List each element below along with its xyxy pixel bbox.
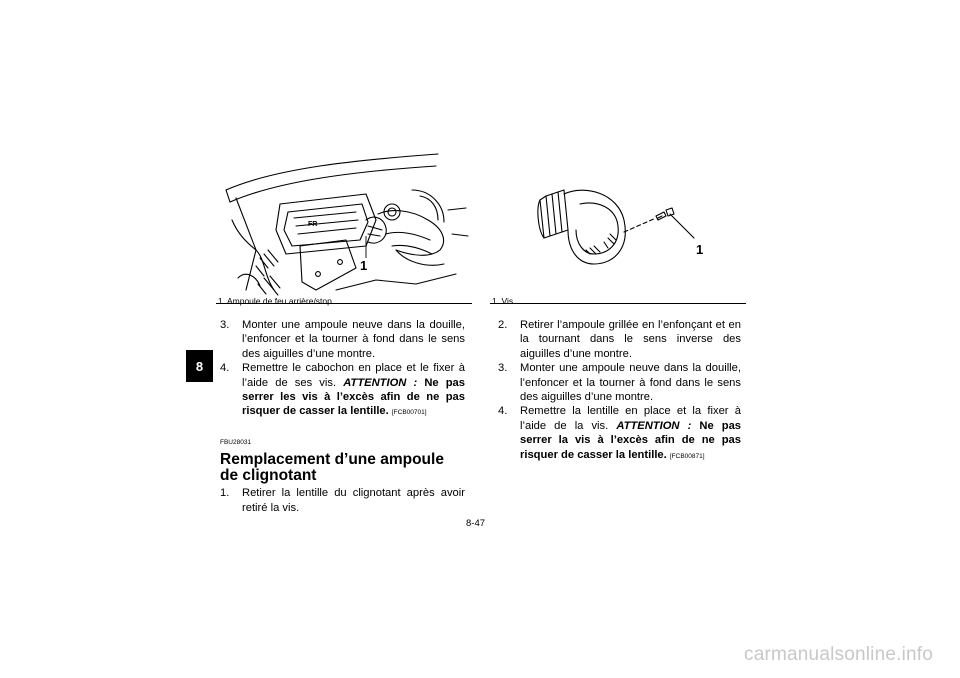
section-title: Remplacement d’une ampoule de clignotant (220, 451, 444, 485)
right-figure-callout: 1 (696, 242, 704, 257)
step-text: Monter une ampoule neuve dans la douille, l’enfoncer et la tourner à fond dans le sens des aiguilles d’une montre. (242, 319, 465, 360)
right-column (498, 318, 741, 464)
right-step-3 (498, 361, 741, 404)
taillight-illustration (216, 150, 472, 302)
step-number: 2. (498, 319, 508, 331)
turn-signal-illustration (490, 150, 746, 302)
caution-code: [FCB00701] (391, 409, 427, 417)
left-figure (216, 150, 472, 302)
watermark: carmanualsonline.info (744, 644, 934, 665)
step-text: Retirer l’ampoule grillée en l’enfonçant et en la tournant dans le sens inverse des aiguilles d’une montre. (520, 319, 741, 360)
attention-label: ATTENTION : (616, 419, 692, 432)
left-section-step-1 (220, 486, 465, 515)
attention-label: ATTENTION : (343, 376, 418, 389)
left-step-3 (220, 318, 465, 361)
section-code: FBU28031 (220, 438, 252, 446)
right-figure-caption: 1. Vis (492, 296, 514, 306)
step-text: Remettre le cabochon en place et le fixer à l’aide de ses vis. (242, 362, 465, 389)
svg-text:FR: FR (308, 221, 318, 228)
step-number: 3. (220, 319, 230, 331)
step-number: 4. (220, 362, 230, 375)
left-figure-callout: 1 (360, 258, 368, 273)
step-text: Retirer la lentille du clignotant après avoir retiré la vis. (242, 487, 465, 514)
section-tab: 8 (186, 350, 213, 382)
left-column (220, 318, 465, 515)
left-step-4 (220, 361, 465, 421)
step-text: Monter une ampoule neuve dans la douille, l’enfoncer et la tourner à fond dans le sens des aiguilles d’une montre. (520, 362, 741, 404)
page-number: 8-47 (466, 518, 486, 529)
step-number: 3. (498, 362, 508, 375)
step-number: 4. (498, 405, 508, 418)
right-step-2 (498, 318, 741, 361)
step-number: 1. (220, 487, 230, 500)
right-caption-rule (490, 303, 746, 304)
right-step-4 (498, 404, 741, 464)
right-figure (490, 150, 746, 302)
attention-text: Ne pas serrer les vis à l’excès afin de ne pas risquer de casser la lentille. (242, 376, 465, 418)
attention-text: Ne pas serrer la vis à l’excès afin de ne pas risquer de casser la lentille. (520, 419, 742, 461)
caution-code: [FCB00871] (669, 452, 705, 460)
left-figure-caption: 1. Ampoule de feu arrière/stop (218, 296, 332, 306)
step-text: Remettre la lentille en place et la fixer à l’aide de la vis. (520, 405, 741, 432)
